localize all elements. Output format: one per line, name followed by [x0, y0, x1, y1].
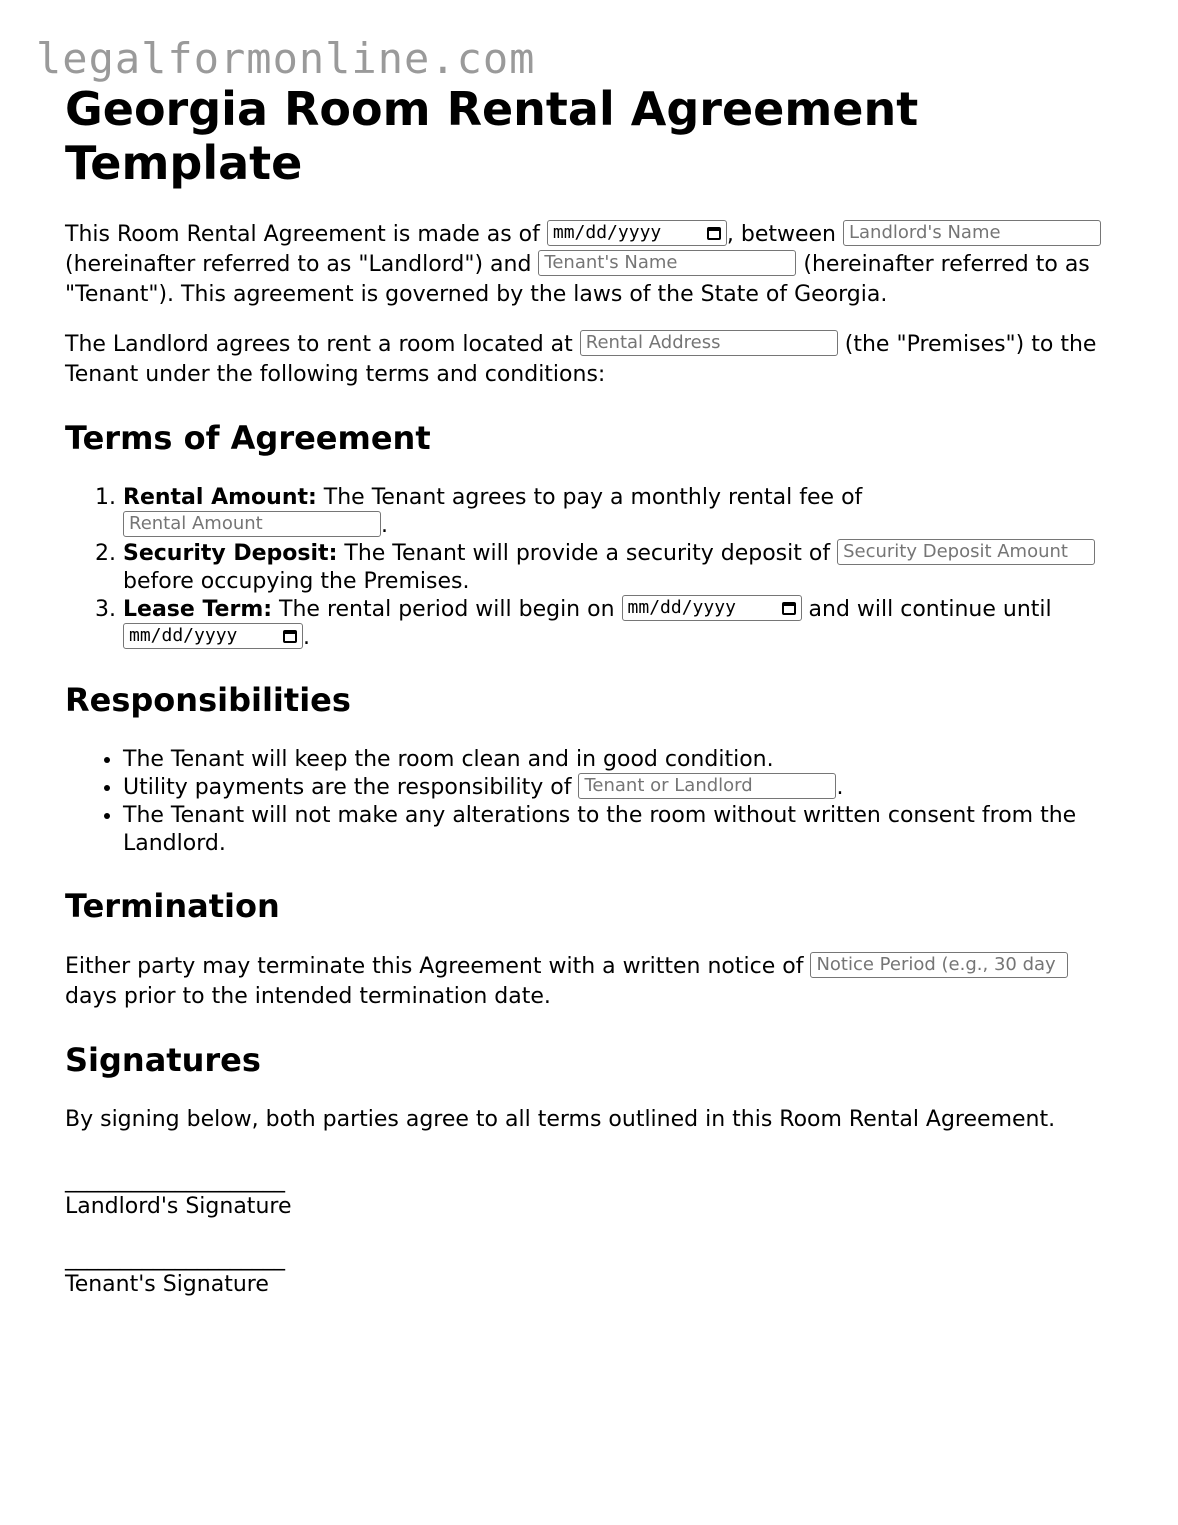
tenant-name-input[interactable]: Tenant's Name	[538, 250, 796, 276]
rental-address-input[interactable]: Rental Address	[580, 330, 838, 356]
signatures-heading: Signatures	[65, 1041, 261, 1079]
lease-term-label: Lease Term:	[123, 597, 273, 622]
intro-text-3: (hereinafter referred to as "Landlord") and	[65, 252, 532, 277]
security-deposit-label: Security Deposit:	[123, 541, 338, 566]
premises-paragraph	[65, 330, 1115, 390]
security-deposit-text-2: before occupying the Premises.	[123, 569, 470, 594]
calendar-icon[interactable]	[283, 630, 297, 643]
utility-responsibility-input[interactable]: Tenant or Landlord	[578, 773, 836, 799]
responsibilities-heading: Responsibilities	[65, 681, 351, 719]
lease-start-date-input[interactable]	[622, 595, 802, 621]
list-item	[123, 540, 1115, 596]
termination-text-2: days prior to the intended termination date.	[65, 984, 551, 1009]
lease-end-placeholder: mm/dd/yyyy	[129, 625, 238, 646]
lease-start-placeholder: mm/dd/yyyy	[627, 597, 736, 618]
security-deposit-input[interactable]: Security Deposit Amount	[837, 539, 1095, 565]
security-deposit-text: The Tenant will provide a security deposit of	[344, 541, 831, 566]
intro-text-2: , between	[726, 222, 836, 247]
landlord-signature-line[interactable]: ____________________	[65, 1168, 285, 1193]
list-item: 3. Lease Term: The rental period will begin on mm/dd/yyyy and will continue until mm/dd/yyyy .	[123, 596, 1115, 652]
list-item: 1. Rental Amount: The Tenant agrees to pay a monthly rental fee of Rental Amount .	[123, 484, 1115, 540]
page-title: Georgia Room Rental Agreement Template	[65, 82, 919, 190]
termination-heading: Termination	[65, 887, 280, 925]
lease-term-text-2: and will continue until	[808, 597, 1052, 622]
premises-text-1: The Landlord agrees to rent a room located at	[65, 332, 573, 357]
terms-list	[65, 484, 1115, 652]
agreement-date-input[interactable]	[547, 220, 727, 246]
landlord-name-input[interactable]: Landlord's Name	[843, 220, 1101, 246]
lease-end-date-input[interactable]	[123, 623, 303, 649]
list-item: • Utility payments are the responsibility of Tenant or Landlord .	[123, 774, 1115, 802]
landlord-signature-label: Landlord's Signature	[65, 1194, 292, 1219]
landlord-signature-block	[65, 1168, 1115, 1220]
tenant-signature-label: Tenant's Signature	[65, 1272, 269, 1297]
lease-term-text: The rental period will begin on	[279, 597, 615, 622]
rental-amount-text: The Tenant agrees to pay a monthly rental fee of	[323, 485, 863, 510]
document	[65, 82, 1115, 1298]
responsibilities-list	[65, 746, 1115, 858]
rental-amount-input[interactable]: Rental Amount	[123, 511, 381, 537]
intro-text-1: This Room Rental Agreement is made as of	[65, 222, 540, 247]
signatures-text: By signing below, both parties agree to all terms outlined in this Room Rental Agreement.	[65, 1107, 1056, 1132]
list-item: • The Tenant will not make any alterations to the room without written consent from the Landlord.	[123, 802, 1115, 858]
calendar-icon[interactable]	[707, 227, 721, 240]
rental-amount-label: Rental Amount:	[123, 485, 317, 510]
terms-heading: Terms of Agreement	[65, 419, 431, 457]
intro-paragraph	[65, 220, 1115, 310]
termination-text-1: Either party may terminate this Agreement with a written notice of	[65, 954, 804, 979]
list-item: • The Tenant will keep the room clean and in good condition.	[123, 746, 1115, 774]
calendar-icon[interactable]	[782, 602, 796, 615]
watermark: legalformonline.com	[36, 34, 536, 83]
premises-text-2: (the "Premises") to the Tenant under the following terms and conditions:	[65, 332, 1097, 387]
intro-text-4: (hereinafter referred to as "Tenant"). This agreement is governed by the laws of the State of Georgia.	[65, 252, 1090, 307]
notice-period-input[interactable]: Notice Period (e.g., 30 day	[810, 952, 1068, 978]
tenant-signature-block	[65, 1246, 1115, 1298]
utility-text: Utility payments are the responsibility of	[123, 775, 572, 800]
termination-paragraph	[65, 952, 1115, 1012]
agreement-date-placeholder: mm/dd/yyyy	[552, 222, 662, 243]
tenant-signature-line[interactable]: ____________________	[65, 1246, 285, 1271]
